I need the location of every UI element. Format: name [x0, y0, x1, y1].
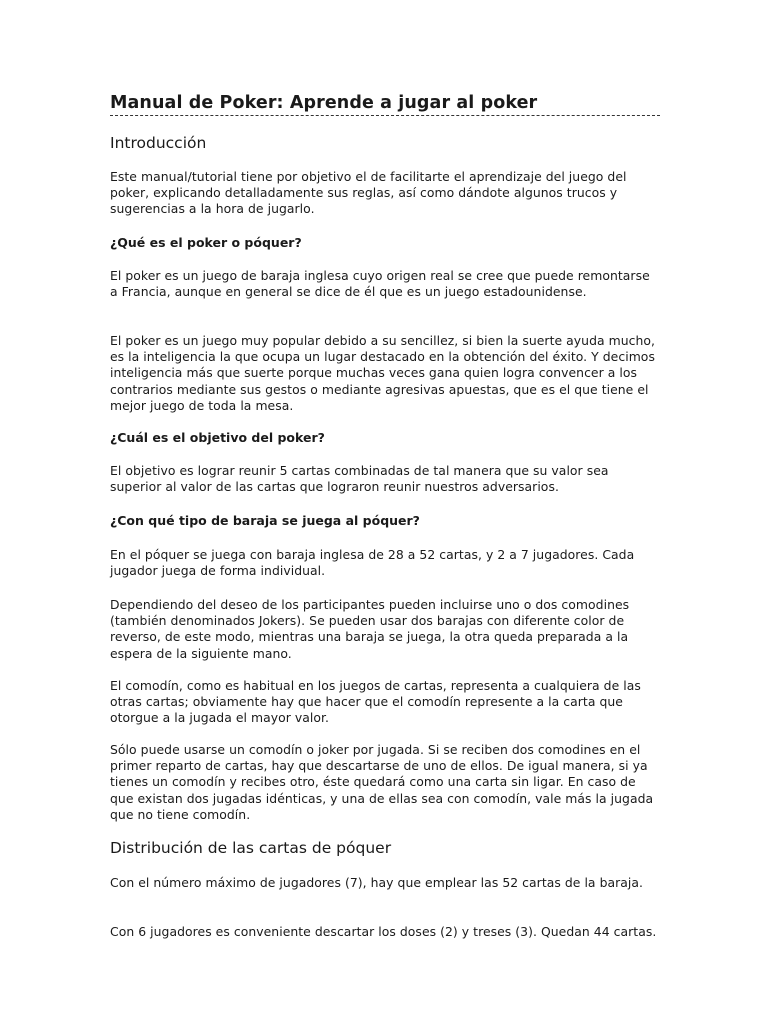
document-title: Manual de Poker: Aprende a jugar al poker	[110, 92, 660, 116]
paragraph-baraja-3: El comodín, como es habitual en los juegos de cartas, representa a cualquiera de las otras cartas; obviamente hay que hacer que el comodín represente a la carta que otorgue a la jugada el mayor valor.	[110, 678, 641, 726]
section-heading-distribucion: Distribución de las cartas de póquer	[110, 839, 392, 857]
section-heading-introduccion: Introducción	[110, 134, 207, 152]
paragraph-baraja-4: Sólo puede usarse un comodín o joker por jugada. Si se reciben dos comodines en el primer reparto de cartas, hay que descartarse de uno de ellos. De igual manera, si ya tienes un comodín y recibes otro, éste quedará como una carta sin ligar. En caso de que existan dos jugadas idénticas, y una de ellas sea con comodín, vale más la jugada que no tiene comodín.	[110, 742, 654, 822]
paragraph-distribucion-1: Con el número máximo de jugadores (7), hay que emplear las 52 cartas de la baraja.	[110, 875, 644, 890]
paragraph-baraja-2: Dependiendo del deseo de los participantes pueden incluirse uno o dos comodines (también denominados Jokers). Se pueden usar dos barajas con diferente color de reverso, de este modo, mientras una baraja se juega, la otra queda preparada a la espera de la siguiente mano.	[110, 597, 630, 661]
subheading-objetivo: ¿Cuál es el objetivo del poker?	[110, 430, 325, 445]
paragraph-objetivo: El objetivo es lograr reunir 5 cartas combinadas de tal manera que su valor sea superior al valor de las cartas que lograron reunir nuestros adversarios.	[110, 463, 609, 495]
paragraph-que-es-1: El poker es un juego de baraja inglesa cuyo origen real se cree que puede remontarse a Francia, aunque en general se dice de él que es un juego estadounidense.	[110, 268, 650, 300]
paragraph-que-es-2: El poker es un juego muy popular debido a su sencillez, si bien la suerte ayuda mucho, es la inteligencia la que ocupa un lugar destacado en la obtención del éxito. Y decimos inteligencia más que suerte porque muchas veces gana quien logra convencer a los contrarios mediante sus gestos o mediante agresivas apuestas, que es el que tiene el mejor juego de toda la mesa.	[110, 333, 656, 413]
paragraph-baraja-1: En el póquer se juega con baraja inglesa de 28 a 52 cartas, y 2 a 7 jugadores. Cada jugador juega de forma individual.	[110, 547, 635, 579]
paragraph-intro: Este manual/tutorial tiene por objetivo el de facilitarte el aprendizaje del juego del poker, explicando detalladamente sus reglas, así como dándote algunos trucos y sugerencias a la hora de jugarlo.	[110, 169, 627, 217]
subheading-que-es-el-poker: ¿Qué es el poker o póquer?	[110, 235, 302, 250]
subheading-tipo-de-baraja: ¿Con qué tipo de baraja se juega al póquer?	[110, 513, 420, 528]
paragraph-distribucion-2: Con 6 jugadores es conveniente descartar los doses (2) y treses (3). Quedan 44 cartas.	[110, 924, 657, 939]
